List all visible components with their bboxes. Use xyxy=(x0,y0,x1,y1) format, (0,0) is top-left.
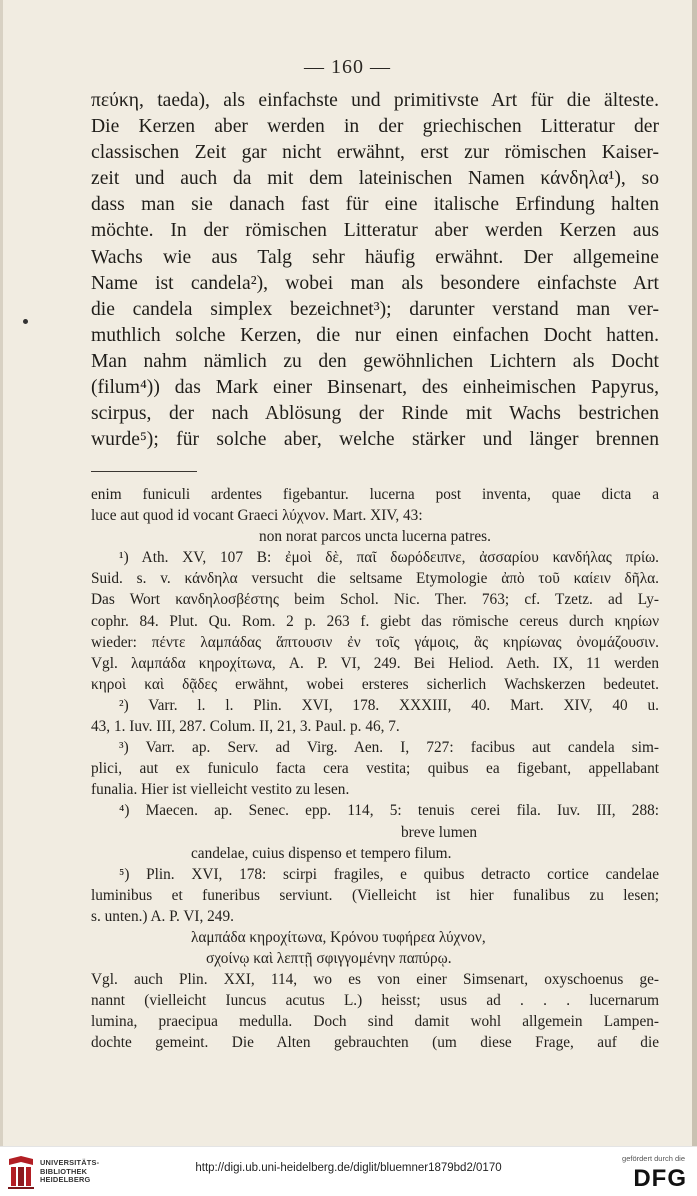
footnote-divider xyxy=(91,471,197,472)
footnote-line: Vgl. λαμπάδα κηροχίτωνα, A. P. VI, 249. Bei Heliod. Aeth. IX, 11 werden xyxy=(91,654,659,672)
footnote-line: enim funiculi ardentes figebantur. lucerna post inventa, quae dicta a xyxy=(91,486,659,503)
text-line: die candela simplex bezeichnet³); darunter verstand man ver- xyxy=(91,298,659,320)
text-line: möchte. In der römischen Litteratur aber werden Kerzen aus xyxy=(91,220,659,242)
footnote-line: σχοίνῳ καὶ λεπτῇ σφιγγομένην παπύρῳ. xyxy=(206,950,452,968)
footnote-line: nannt (vielleicht Iuncus acutus L.) heisst; usus ad . . . lucernarum xyxy=(91,992,659,1010)
footnote-line: plici, aut ex funiculo facta cera vestita; quibus ea figebant, appellabant xyxy=(91,760,659,778)
footnote-line: Vgl. auch Plin. XXI, 114, wo es von einer Simsenart, oxyschoenus ge- xyxy=(91,971,659,989)
footnote-line: candelae, cuius dispenso et tempero filum. xyxy=(191,844,452,862)
dfg-logo: DFG xyxy=(633,1165,687,1192)
text-line: scirpus, der nach Ablösung der Rinde mit Wachs bestrichen xyxy=(91,403,659,425)
footnote-line: Suid. s. v. κάνδηλα versucht die seltsame Etymologie ἀπὸ τοῦ καίειν δῆλα. xyxy=(91,570,659,588)
library-name-line: BIBLIOTHEK xyxy=(40,1166,88,1176)
viewer-footer xyxy=(0,1146,697,1196)
footnote-line: breve lumen xyxy=(401,823,478,841)
text-line: πεύκη, taeda), als einfachste und primitivste Art für die älteste. xyxy=(91,90,659,111)
footnote-line: luminibus et funeribus serviunt. (Vielleicht ist hier funalibus zu lesen; xyxy=(91,886,659,904)
text-line: (filum⁴)) das Mark einer Binsenart, des einheimischen Papyrus, xyxy=(91,377,659,399)
footnote-line: ³) Varr. ap. Serv. ad Virg. Aen. I, 727: facibus aut candela sim- xyxy=(119,739,659,757)
page-number: — 160 — xyxy=(304,56,391,78)
text-line: classischen Zeit gar nicht erwähnt, erst zur römischen Kaiser- xyxy=(91,142,659,164)
footnote-line: dochte gemeint. Die Alten gebrauchten (um diese Frage, auf die xyxy=(91,1034,659,1052)
footnote-line: lumina, praecipua medulla. Doch sind damit wohl allgemein Lampen- xyxy=(91,1013,659,1031)
library-name-line: UNIVERSITÄTS- xyxy=(40,1158,100,1167)
text-line: wurde⁵); für solche aber, welche stärker und länger brennen xyxy=(91,429,659,451)
text-line: Man nahm nämlich zu den gewöhnlichen Lichtern als Docht xyxy=(91,350,659,372)
footnote-line: λαμπάδα κηροχίτωνα, Κρόνου τυφήρεα λύχνον, xyxy=(191,928,486,946)
footnote-line: non norat parcos uncta lucerna patres. xyxy=(259,528,491,546)
footnote-line: 43, 1. Iuv. III, 287. Colum. II, 21, 3. Paul. p. 46, 7. xyxy=(91,718,400,736)
footnote-line: cophr. 84. Plut. Qu. Rom. 2 p. 263 f. giebt das römische cereus durch κηρίων xyxy=(91,612,659,630)
footnote-line: wieder: πέντε λαμπάδας ἅπτουσιν ἐν τοῖς γάμοις, ἃς κηρίωνας ὀνομάζουσιν. xyxy=(91,633,659,651)
main-text xyxy=(91,88,659,453)
footnote-line: luce aut quod id vocant Graeci λύχνον. Mart. XIV, 43: xyxy=(91,507,423,525)
funding-note: gefördert durch die xyxy=(622,1154,685,1163)
footnote-line: ²) Varr. l. l. Plin. XVI, 178. XXXIII, 40. Mart. XIV, 40 u. xyxy=(119,696,659,714)
permalink-url[interactable]: http://digi.ub.uni-heidelberg.de/diglit/bluemner1879bd2/0170 xyxy=(195,1162,502,1174)
text-line: Name ist candela²), wobei man als besondere einfachste Art xyxy=(91,272,659,294)
margin-mark xyxy=(23,319,28,324)
footnote-line: s. unten.) A. P. VI, 249. xyxy=(91,907,234,925)
footnote-line: ¹) Ath. XV, 107 B: ἐμοὶ δὲ, παῖ δωρόδειπνε, ἀσσαρίου κανδήλας πρίω. xyxy=(119,549,659,567)
footnote-line: ⁵) Plin. XVI, 178: scirpi fragiles, e quibus detracto cortice candelae xyxy=(119,865,659,883)
text-line: dass man sie danach fast für eine italische Erfindung halten xyxy=(91,194,659,216)
library-name-line: HEIDELBERG xyxy=(40,1175,91,1185)
footnote-line: funalia. Hier ist vielleicht vestito zu lesen. xyxy=(91,781,350,799)
text-line: muthlich solche Kerzen, die nur einen einfachen Docht hatten. xyxy=(91,324,659,346)
footnotes xyxy=(91,484,659,1054)
text-line: Die Kerzen aber werden in der griechischen Litteratur der xyxy=(91,116,659,138)
footnote-line: κηροὶ καὶ δᾷδες erwähnt, wobei ersteres sicherlich Wachskerzen bedeutet. xyxy=(91,675,659,693)
footnote-line: ⁴) Maecen. ap. Senec. epp. 114, 5: tenuis cerei fila. Iuv. III, 288: xyxy=(119,802,659,820)
footnote-line: Das Wort κανδηλοσβέστης beim Schol. Nic. Ther. 763; cf. Tzetz. ad Ly- xyxy=(91,591,659,609)
text-line: Wachs wie aus Talg sehr häufig erwähnt. Der allgemeine xyxy=(91,246,659,268)
text-line: zeit und auch da mit dem lateinischen Namen κάνδηλα¹), so xyxy=(91,168,659,190)
